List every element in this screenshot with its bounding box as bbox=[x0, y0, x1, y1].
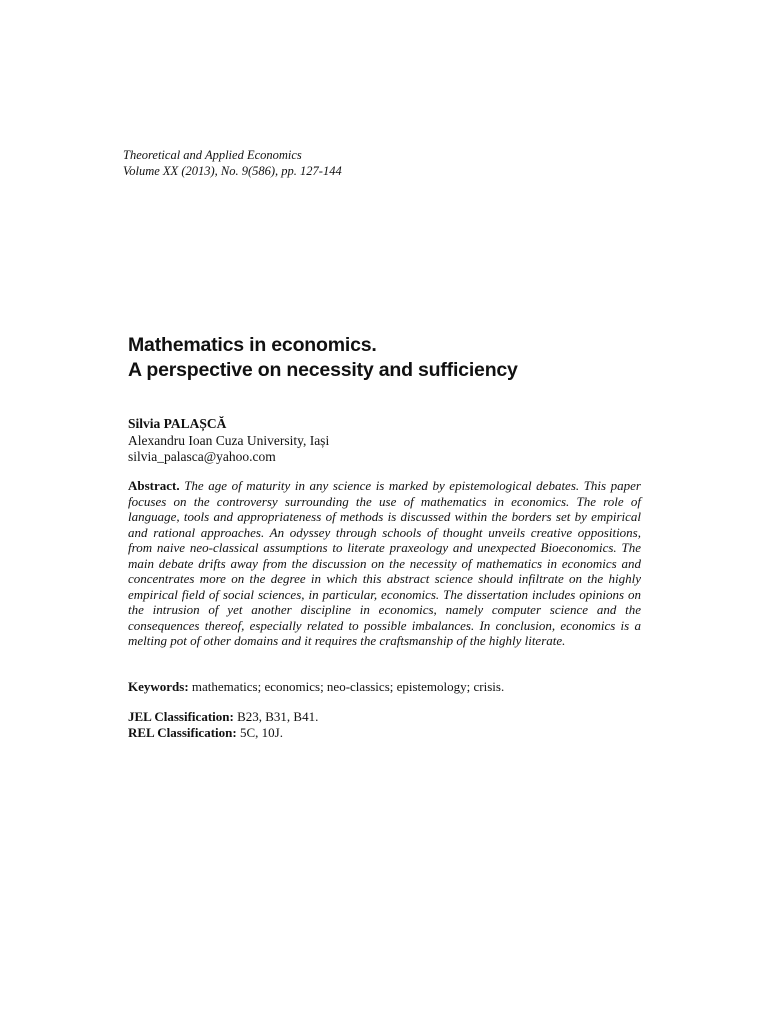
author-email: silvia_palasca@yahoo.com bbox=[128, 449, 276, 464]
paper-title bbox=[128, 333, 518, 383]
classification-section bbox=[128, 709, 318, 741]
jel-classification bbox=[128, 709, 318, 725]
rel-label: REL Classification: bbox=[128, 725, 237, 740]
abstract-section bbox=[128, 478, 641, 649]
journal-issue: Volume XX (2013), No. 9(586), pp. 127-144 bbox=[123, 164, 342, 178]
title-line-1: Mathematics in economics. bbox=[128, 334, 377, 356]
author-affiliation: Alexandru Ioan Cuza University, Iași bbox=[128, 432, 330, 448]
journal-name: Theoretical and Applied Economics bbox=[123, 148, 302, 162]
author-name: Silvia PALAȘCĂ bbox=[128, 416, 227, 431]
author-block bbox=[128, 416, 329, 466]
abstract-label: Abstract. bbox=[128, 478, 180, 493]
jel-value: B23, B31, B41. bbox=[237, 709, 319, 724]
abstract-text: The age of maturity in any science is marked by epistemological debates. This paper focuses on the controversy surrounding the use of mathematics in economics. The role of language, tools and appropriateness of methods is discussed within the borders set by empirical and rational approaches. An odyssey through schools of thought unveils creative oppositions, from naive neo-classical assumptions to literate praxeology and unexpected Bioeconomics. The main debate drifts away from the discussion on the necessity of mathematics in economics and concentrates more on the degree in which this abstract science should infiltrate on the highly empirical field of social sciences, in particular, economics. The dissertation includes opinions on the intrusion of yet another discipline in economics, namely computer science and the consequences thereof, especially related to possible imbalances. In conclusion, economics is a melting pot of other domains and it requires the craftsmanship of the highly literate. bbox=[128, 478, 641, 648]
keywords-text: mathematics; economics; neo-classics; epistemology; crisis. bbox=[191, 679, 505, 694]
jel-label: JEL Classification: bbox=[128, 709, 234, 724]
title-line-2: A perspective on necessity and sufficiency bbox=[128, 359, 518, 381]
keywords-label: Keywords: bbox=[128, 679, 189, 694]
rel-classification bbox=[128, 725, 318, 741]
rel-value: 5C, 10J. bbox=[239, 725, 283, 740]
keywords-section bbox=[128, 679, 504, 695]
journal-header bbox=[123, 147, 342, 179]
